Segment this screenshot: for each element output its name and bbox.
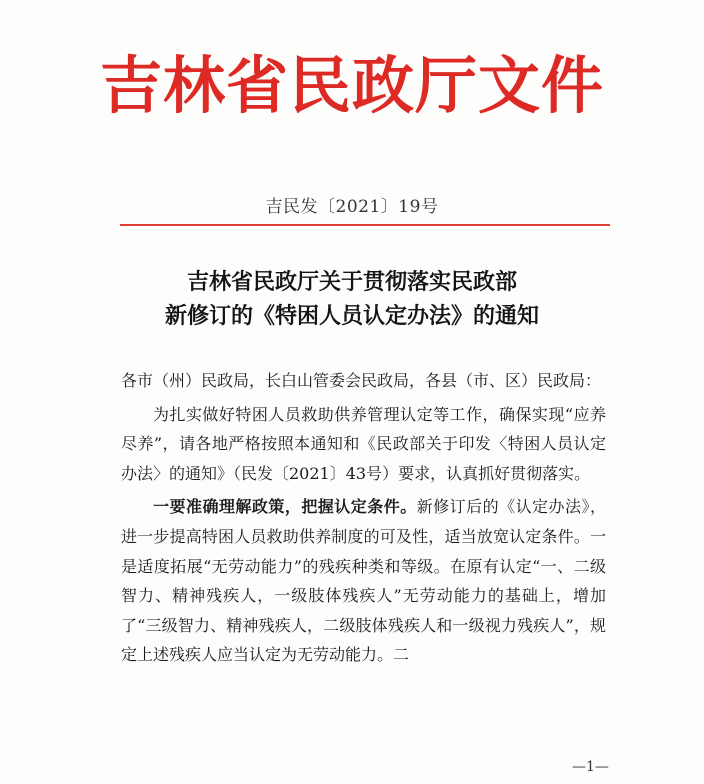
title-line-2: 新修订的《特困人员认定办法》的通知 xyxy=(164,304,539,329)
document-number: 吉民发〔2021〕19号 xyxy=(265,197,439,217)
page-number: —1— xyxy=(572,759,609,775)
document-title xyxy=(0,266,704,334)
body-paragraph-1: 为扎实做好特困人员救助供养管理认定等工作，确保实现“应养尽养”，请各地严格按照本通知和《民政部关于印发〈特困人员认定办法〉的通知》（民发〔2021〕43号）要求，认真抓好贯彻落实。 xyxy=(121,404,606,483)
paragraph-2-lead: 一要准确理解政策，把握认定条件。 xyxy=(153,497,417,517)
body-paragraph-2 xyxy=(121,492,606,670)
issuing-authority-header: 吉林省民政厅文件 xyxy=(99,49,604,122)
red-divider-line xyxy=(120,224,610,226)
document-body xyxy=(121,366,606,674)
title-line-1: 吉林省民政厅关于贯彻落实民政部 xyxy=(186,270,517,295)
paragraph-2-body: 新修订后的《认定办法》，进一步提高特困人员救助供养制度的可及性，适当放宽认定条件。一是适度拓展“无劳动能力”的残疾种类和等级。在原有认定“一、二级智力、精神残疾人，一级肢体残疾人”无劳动能力的基础上，增加了“三级智力、精神残疾人，二级肢体残疾人和一级视力残疾人”，规定上述残疾人应当认定为无劳动能力。二 xyxy=(121,497,606,665)
recipients-line: 各市（州）民政局，长白山管委会民政局，各县（市、区）民政局： xyxy=(121,371,602,390)
